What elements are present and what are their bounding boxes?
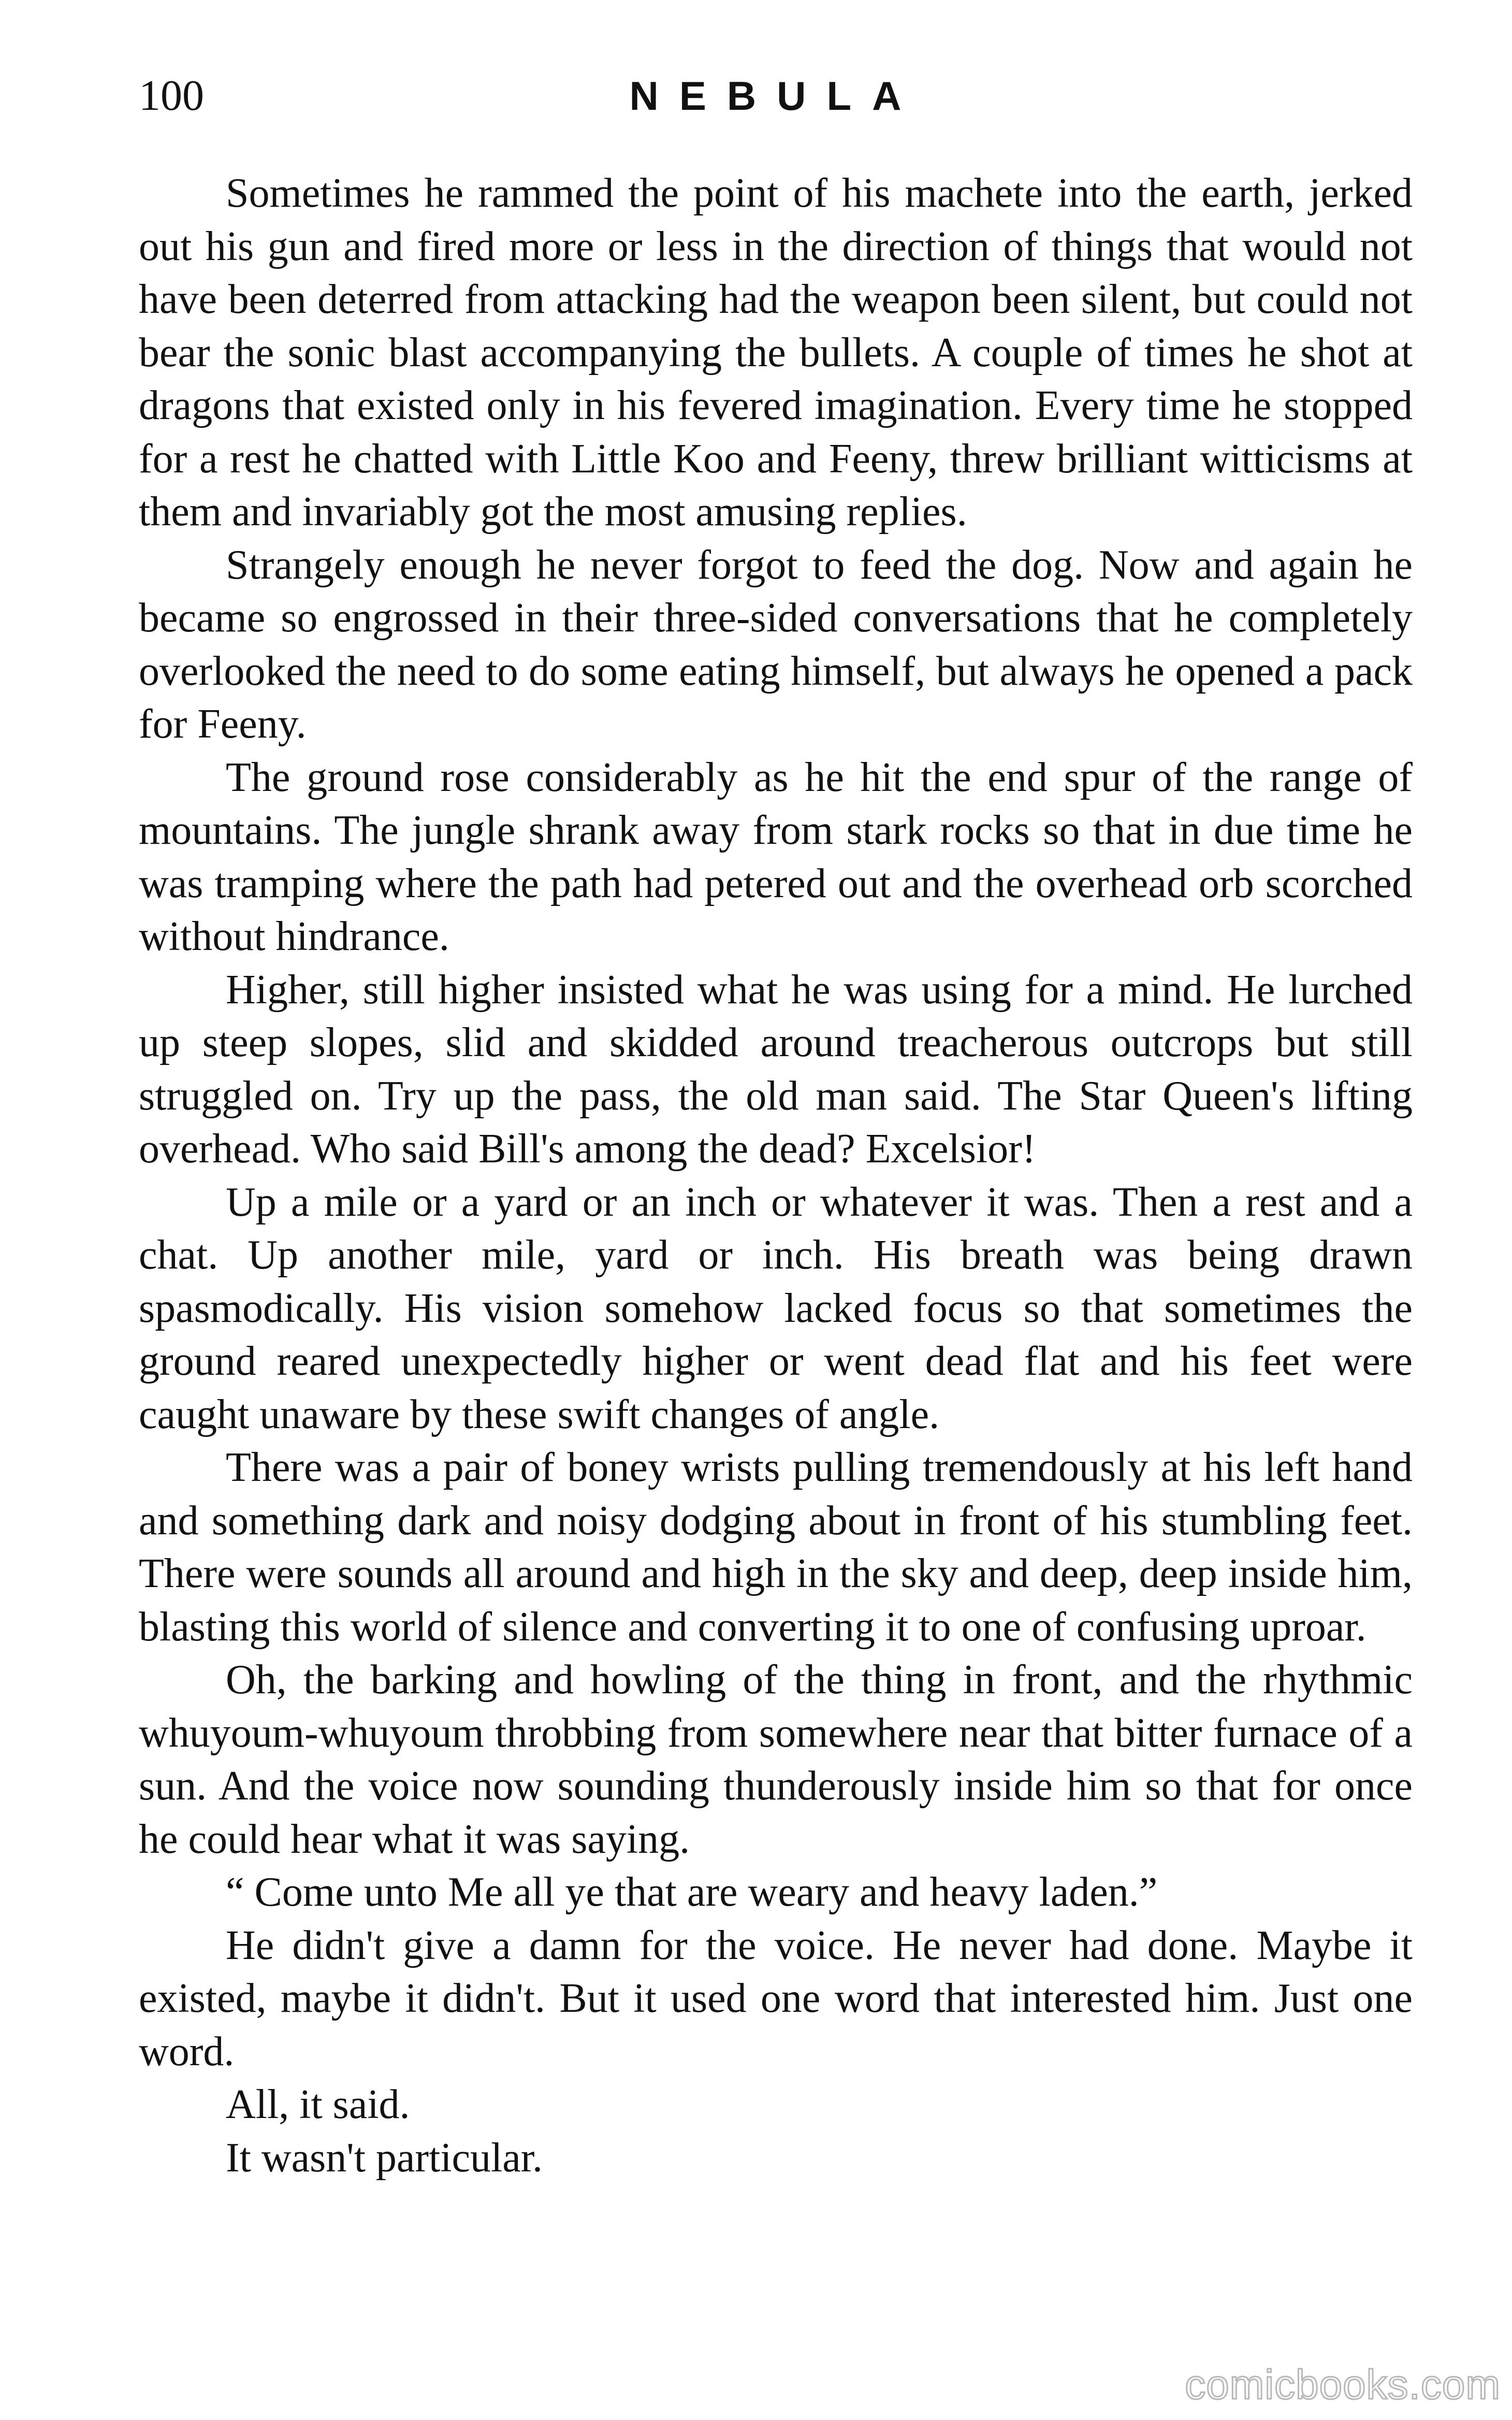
running-head: NEBULA — [629, 73, 922, 119]
paragraph: “ Come unto Me all ye that are weary and heavy laden.” — [226, 1869, 1158, 1915]
body-text — [139, 167, 1413, 2184]
paragraph: Higher, still higher insisted what he was using for a mind. He lurched up steep slopes, slid and skidded around treacherous outcrops but still struggled on. Try up the pass, the old man said. The Star Queen's lifting overhead. Who said Bill's among the dead? Excelsior! — [139, 967, 1413, 1172]
paragraph: Oh, the barking and howling of the thing in front, and the rhythmic whuyoum-whuyoum throbbing from somewhere near that bitter furnace of a sun. And the voice now sounding thunderously inside him so that for once he could hear what it was saying. — [139, 1657, 1413, 1862]
paragraph: All, it said. — [226, 2082, 410, 2127]
paragraph: The ground rose considerably as he hit the end spur of the range of mountains. The jungle shrank away from stark rocks so that in due time he was tramping where the path had petered out and the overhead orb scorched without hindrance. — [139, 754, 1413, 959]
paragraph: He didn't give a damn for the voice. He never had done. Maybe it existed, maybe it didn't. But it used one word that interested him. Just one word. — [139, 1922, 1413, 2075]
paragraph: Sometimes he rammed the point of his machete into the earth, jerked out his gun and fired more or less in the direction of things that would not have been deterred from attacking had the weapon been silent, but could not bear the sonic blast accompanying the bullets. A couple of times he shot at dragons that existed only in his fevered imagination. Every time he stopped for a rest he chatted with Little Koo and Feeny, threw brilliant witticisms at them and invariably got the most amusing replies. — [139, 170, 1413, 535]
page-number: 100 — [139, 71, 204, 120]
paragraph: There was a pair of boney wrists pulling tremendously at his left hand and something dark and noisy dodging about in front of his stumbling feet. There were sounds all around and high in the sky and deep, deep inside him, blasting this world of silence and converting it to one of confusing uproar. — [139, 1445, 1413, 1650]
paragraph: Up a mile or a yard or an inch or whatever it was. Then a rest and a chat. Up another mile, yard or inch. His breath was being drawn spasmodically. His vision somehow lacked focus so that sometimes the ground reared unexpectedly higher or went dead flat and his feet were caught unaware by these swift changes of angle. — [139, 1179, 1413, 1437]
paragraph: Strangely enough he never forgot to feed the dog. Now and again he became so engrossed in their three-sided conversations that he completely overlooked the need to do some eating himself, but always he opened a pack for Feeny. — [139, 542, 1413, 747]
site-watermark: comicbooks.com — [1185, 2361, 1501, 2408]
page-header — [139, 67, 1413, 124]
paragraph: It wasn't particular. — [226, 2135, 543, 2181]
